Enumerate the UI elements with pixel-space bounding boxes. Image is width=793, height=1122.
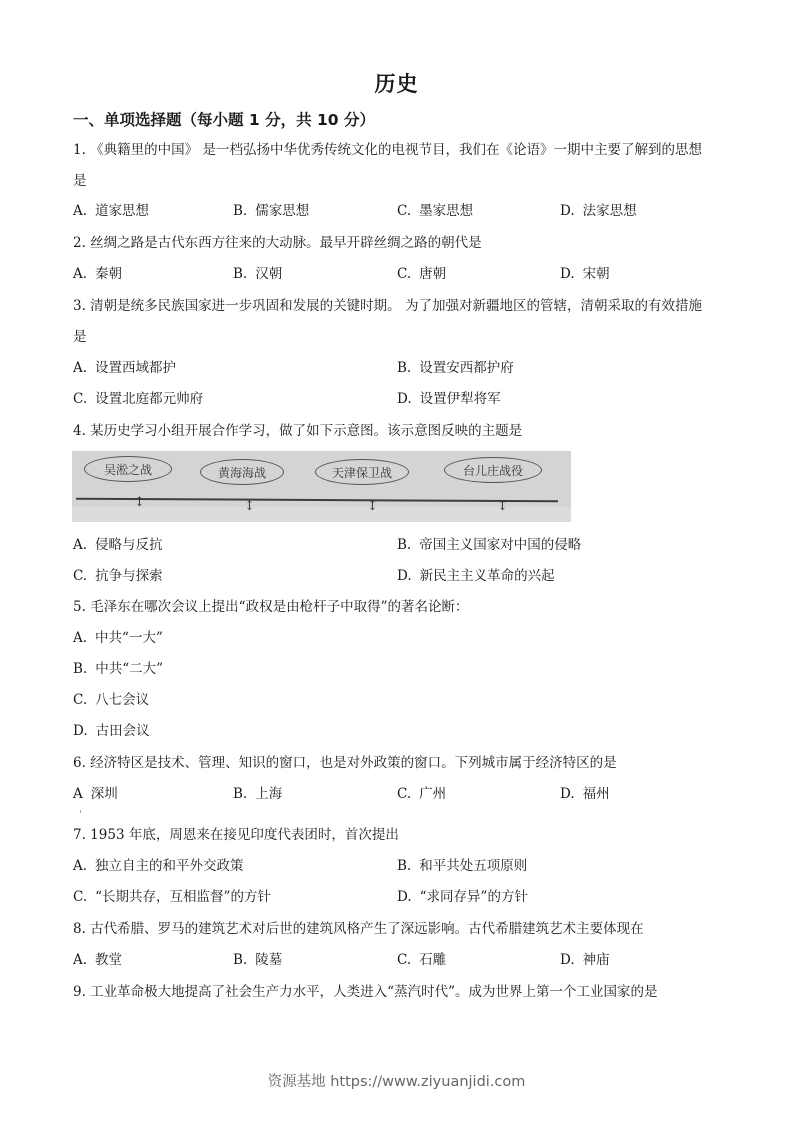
option-text: 福州 (582, 786, 610, 802)
double-arrow-icon: ↕ (134, 495, 145, 510)
q8-option-a (73, 950, 122, 970)
q8-option-d (560, 950, 610, 970)
question-7-stem: 7. 1953 年底，周恩来在接见印度代表团时，首次提出 (73, 827, 399, 843)
option-key: C. (73, 568, 88, 584)
option-text: 中共“二大” (95, 661, 164, 677)
option-text: 设置安西都护府 (419, 360, 514, 376)
option-text: 宋朝 (582, 266, 610, 282)
question-5-stem: 5. 毛泽东在哪次会议上提出“政权是由枪杆子中取得”的著名论断： (73, 599, 469, 615)
q7-option-d (397, 887, 528, 907)
option-text: 汉朝 (255, 266, 283, 282)
q8-option-c (397, 950, 446, 970)
option-text: 墨家思想 (419, 203, 474, 219)
option-key: B. (73, 661, 88, 677)
q5-option-c (73, 690, 149, 710)
question-1-stem: 1. 《典籍里的中国》 是一档弘扬中华优秀传统文化的电视节目，我们在《论语》一期中主要了解到的思想 (73, 142, 702, 158)
option-key: C. (397, 786, 412, 802)
option-key: D. (397, 568, 412, 584)
option-key: D. (560, 786, 575, 802)
q4-option-d (397, 566, 555, 586)
timeline-event-2: 黄海海战 (200, 459, 284, 485)
q6-option-a (73, 784, 118, 804)
option-text: 帝国主义国家对中国的侵略 (419, 537, 582, 553)
option-text: 古田会议 (95, 723, 150, 739)
option-key: C. (73, 889, 88, 905)
option-text: 秦朝 (95, 266, 123, 282)
question-3-stem: 3. 清朝是统多民族国家进一步巩固和发展的关键时期。 为了加强对新疆地区的管辖，清朝采取的有效措施 (73, 298, 702, 314)
q8-option-b (233, 950, 282, 970)
option-text: 独立自主的和平外交政策 (95, 858, 244, 874)
q5-option-d (73, 721, 150, 741)
option-key: B. (397, 537, 412, 553)
option-key: B. (233, 786, 248, 802)
option-key: D. (560, 203, 575, 219)
q1-option-a (73, 201, 149, 221)
option-text: 陵墓 (255, 952, 283, 968)
option-key: D. (397, 391, 412, 407)
option-key: B. (233, 266, 248, 282)
option-text: 设置伊犁将军 (419, 391, 501, 407)
option-key: A. (73, 952, 88, 968)
timeline-event-4: 台儿庄战役 (444, 457, 542, 483)
option-text: 设置西域都护 (95, 360, 177, 376)
q1-option-d (560, 201, 637, 221)
option-text: 中共“一大” (95, 630, 163, 646)
timeline-event-1: 吴淞之战 (84, 456, 172, 482)
question-2-stem: 2. 丝绸之路是古代东西方往来的大动脉。最早开辟丝绸之路的朝代是 (73, 235, 482, 251)
option-text: 唐朝 (419, 266, 447, 282)
option-key: C. (397, 203, 412, 219)
q3-option-d (397, 389, 501, 409)
q7-option-a (73, 856, 244, 876)
option-key: C. (397, 266, 412, 282)
option-key: A. (73, 858, 88, 874)
q7-option-c (73, 887, 271, 907)
q1-option-c (397, 201, 473, 221)
option-text: 石雕 (419, 952, 447, 968)
option-text: 和平共处五项原则 (419, 858, 528, 874)
option-text: 深圳 (90, 786, 118, 802)
question-9-stem: 9. 工业革命极大地提高了社会生产力水平，人类进入“蒸汽时代”。成为世界上第一个工业国家的是 (73, 984, 658, 1000)
option-text: 道家思想 (95, 203, 150, 219)
option-text: “求同存异”的方针 (419, 889, 528, 905)
option-key: B. (233, 952, 248, 968)
question-3-stem-cont: 是 (73, 329, 87, 345)
option-key: A. (73, 360, 88, 376)
q5-option-b (73, 659, 163, 679)
q3-option-a (73, 358, 176, 378)
q7-option-b (397, 856, 527, 876)
option-text: 教堂 (95, 952, 123, 968)
q3-option-c (73, 389, 203, 409)
option-key: C. (73, 692, 88, 708)
option-key: A (73, 786, 83, 802)
option-key: A. (73, 537, 88, 553)
question-4-stem: 4. 某历史学习小组开展合作学习，做了如下示意图。该示意图反映的主题是 (73, 423, 523, 439)
double-arrow-icon: ↕ (367, 499, 378, 514)
q2-option-d (560, 264, 610, 284)
option-key: D. (73, 723, 88, 739)
option-text: “长期共存，互相监督”的方针 (95, 889, 271, 905)
q5-option-a (73, 628, 163, 648)
option-key: D. (560, 952, 575, 968)
footer-watermark: 资源基地 https://www.ziyuanjidi.com (267, 1074, 526, 1090)
q6-option-c (397, 784, 446, 804)
q2-option-a (73, 264, 122, 284)
option-text: 抗争与探索 (95, 568, 163, 584)
question-6-stem: 6. 经济特区是技术、管理、知识的窗口，也是对外政策的窗口。下列城市属于经济特区的是 (73, 755, 617, 771)
q4-option-c (73, 566, 163, 586)
option-key: A. (73, 203, 88, 219)
double-arrow-icon: ↕ (244, 499, 255, 514)
option-text: 侵略与反抗 (95, 537, 163, 553)
option-key: B. (233, 203, 248, 219)
option-key: B. (397, 360, 412, 376)
document-title: 历史 (374, 72, 419, 96)
scan-speck (80, 810, 81, 813)
q2-option-b (233, 264, 282, 284)
option-key: D. (560, 266, 575, 282)
option-key: D. (397, 889, 412, 905)
option-text: 儒家思想 (255, 203, 310, 219)
double-arrow-icon: ↕ (497, 499, 508, 514)
q4-option-b (397, 535, 581, 555)
option-text: 设置北庭都元帅府 (95, 391, 204, 407)
section-heading: 一、单项选择题（每小题 1 分，共 10 分） (73, 111, 375, 129)
option-text: 神庙 (582, 952, 610, 968)
q2-option-c (397, 264, 446, 284)
option-key: C. (73, 391, 88, 407)
timeline-event-3: 天津保卫战 (315, 459, 409, 485)
option-key: B. (397, 858, 412, 874)
option-key: A. (73, 266, 88, 282)
question-1-stem-cont: 是 (73, 173, 87, 189)
option-text: 广州 (419, 786, 447, 802)
q3-option-b (397, 358, 514, 378)
option-text: 八七会议 (95, 692, 150, 708)
timeline-axis (76, 498, 558, 502)
q4-option-a (73, 535, 163, 555)
option-text: 法家思想 (582, 203, 637, 219)
option-key: A. (73, 630, 88, 646)
q1-option-b (233, 201, 309, 221)
q6-option-b (233, 784, 282, 804)
q6-option-d (560, 784, 610, 804)
timeline-figure (72, 451, 571, 522)
option-key: C. (397, 952, 412, 968)
option-text: 新民主主义革命的兴起 (419, 568, 555, 584)
option-text: 上海 (255, 786, 283, 802)
question-8-stem: 8. 古代希腊、罗马的建筑艺术对后世的建筑风格产生了深远影响。古代希腊建筑艺术主要体现在 (73, 921, 644, 937)
